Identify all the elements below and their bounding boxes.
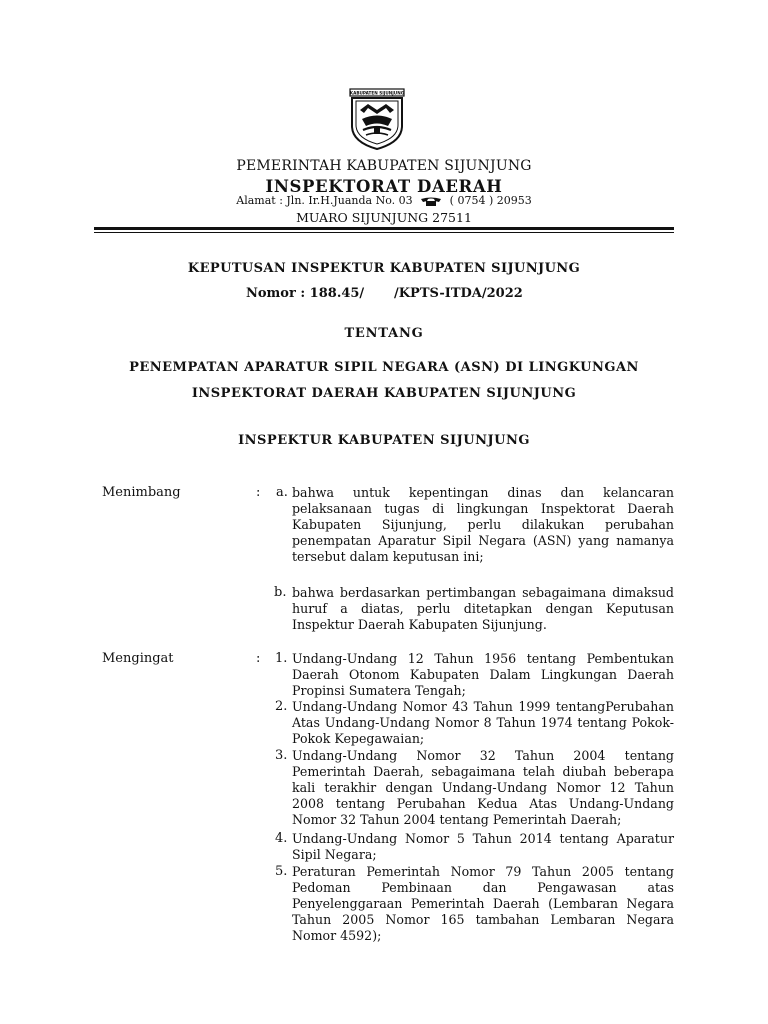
letterhead-rule-thin: [94, 232, 674, 233]
recalling-label: Mengingat: [102, 651, 174, 666]
decree-number-prefix: Nomor : 188.45/: [246, 286, 365, 301]
considering-item-a-mark: a.: [276, 485, 288, 500]
telephone-icon: [420, 197, 442, 206]
recalling-item-4-text: Undang-Undang Nomor 5 Tahun 2014 tentang Aparatur Sipil Negara;: [292, 831, 674, 862]
recalling-item-5-mark: 5.: [275, 864, 288, 879]
decree-number: [246, 286, 523, 301]
coat-of-arms-icon: [348, 86, 406, 152]
decree-number-suffix: /KPTS-ITDA/2022: [394, 286, 523, 301]
subject-line-1: PENEMPATAN APARATUR SIPIL NEGARA (ASN) DI LINGKUNGAN: [129, 360, 639, 375]
recalling-item-2-mark: 2.: [275, 699, 288, 714]
recalling-item-3-text: Undang-Undang Nomor 32 Tahun 2004 tentang Pemerintah Daerah, sebagaimana telah diubah beberapa kali terakhir dengan Undang-Undang Nomor 12 Tahun 2008 tentang Perubahan Kedua Atas Undang-Undang Nomor 32 Tahun 2004 tentang Pemerintah Daerah;: [292, 748, 674, 827]
decree-title: KEPUTUSAN INSPEKTUR KABUPATEN SIJUNJUNG: [187, 261, 581, 276]
address-line: [0, 194, 768, 207]
city-postal: MUARO SIJUNJUNG 27511: [296, 210, 472, 225]
recalling-colon: :: [256, 651, 261, 666]
address-text: Alamat : Jln. Ir.H.Juanda No. 03: [236, 194, 413, 207]
about-heading: TENTANG: [344, 326, 424, 341]
letterhead-rule-thick: [94, 227, 674, 230]
office-name: INSPEKTORAT DAERAH: [265, 177, 503, 196]
phone-number: ( 0754 ) 20953: [449, 194, 532, 207]
considering-item-b-mark: b.: [274, 585, 287, 600]
considering-item-b-text: bahwa berdasarkan pertimbangan sebagaimana dimaksud huruf a diatas, perlu ditetapkan dengan Keputusan Inspektur Daerah Kabupaten Sijunjung.: [292, 585, 674, 632]
considering-label: Menimbang: [102, 485, 181, 500]
subject-line-2: INSPEKTORAT DAERAH KABUPATEN SIJUNJUNG: [191, 386, 577, 401]
recalling-item-1-text: Undang-Undang 12 Tahun 1956 tentang Pembentukan Daerah Otonom Kabupaten Dalam Lingkungan Daerah Propinsi Sumatera Tengah;: [292, 651, 674, 698]
recalling-item-4-mark: 4.: [275, 831, 288, 846]
logo-banner-text: KABUPATEN SIJUNJUNG: [349, 90, 405, 96]
signatory-heading: INSPEKTUR KABUPATEN SIJUNJUNG: [238, 433, 530, 448]
considering-item-a-text: bahwa untuk kepentingan dinas dan kelancaran pelaksanaan tugas di lingkungan Inspektorat Daerah Kabupaten Sijunjung, perlu dilakukan perubahan penempatan Aparatur Sipil Negara (ASN) yang namanya tersebut dalam keputusan ini;: [292, 485, 674, 564]
considering-colon: :: [256, 485, 261, 500]
recalling-item-1-mark: 1.: [275, 651, 288, 666]
government-name: PEMERINTAH KABUPATEN SIJUNJUNG: [236, 158, 532, 174]
recalling-item-2-text: Undang-Undang Nomor 43 Tahun 1999 tentangPerubahan Atas Undang-Undang Nomor 8 Tahun 1974 tentang Pokok-Pokok Kepegawaian;: [292, 699, 674, 746]
recalling-item-3-mark: 3.: [275, 748, 288, 763]
recalling-item-5-text: Peraturan Pemerintah Nomor 79 Tahun 2005 tentang Pedoman Pembinaan dan Pengawasan atas Penyelenggaraan Pemerintah Daerah (Lembaran Negara Tahun 2005 Nomor 165 tambahan Lembaran Negara Nomor 4592);: [292, 864, 674, 943]
